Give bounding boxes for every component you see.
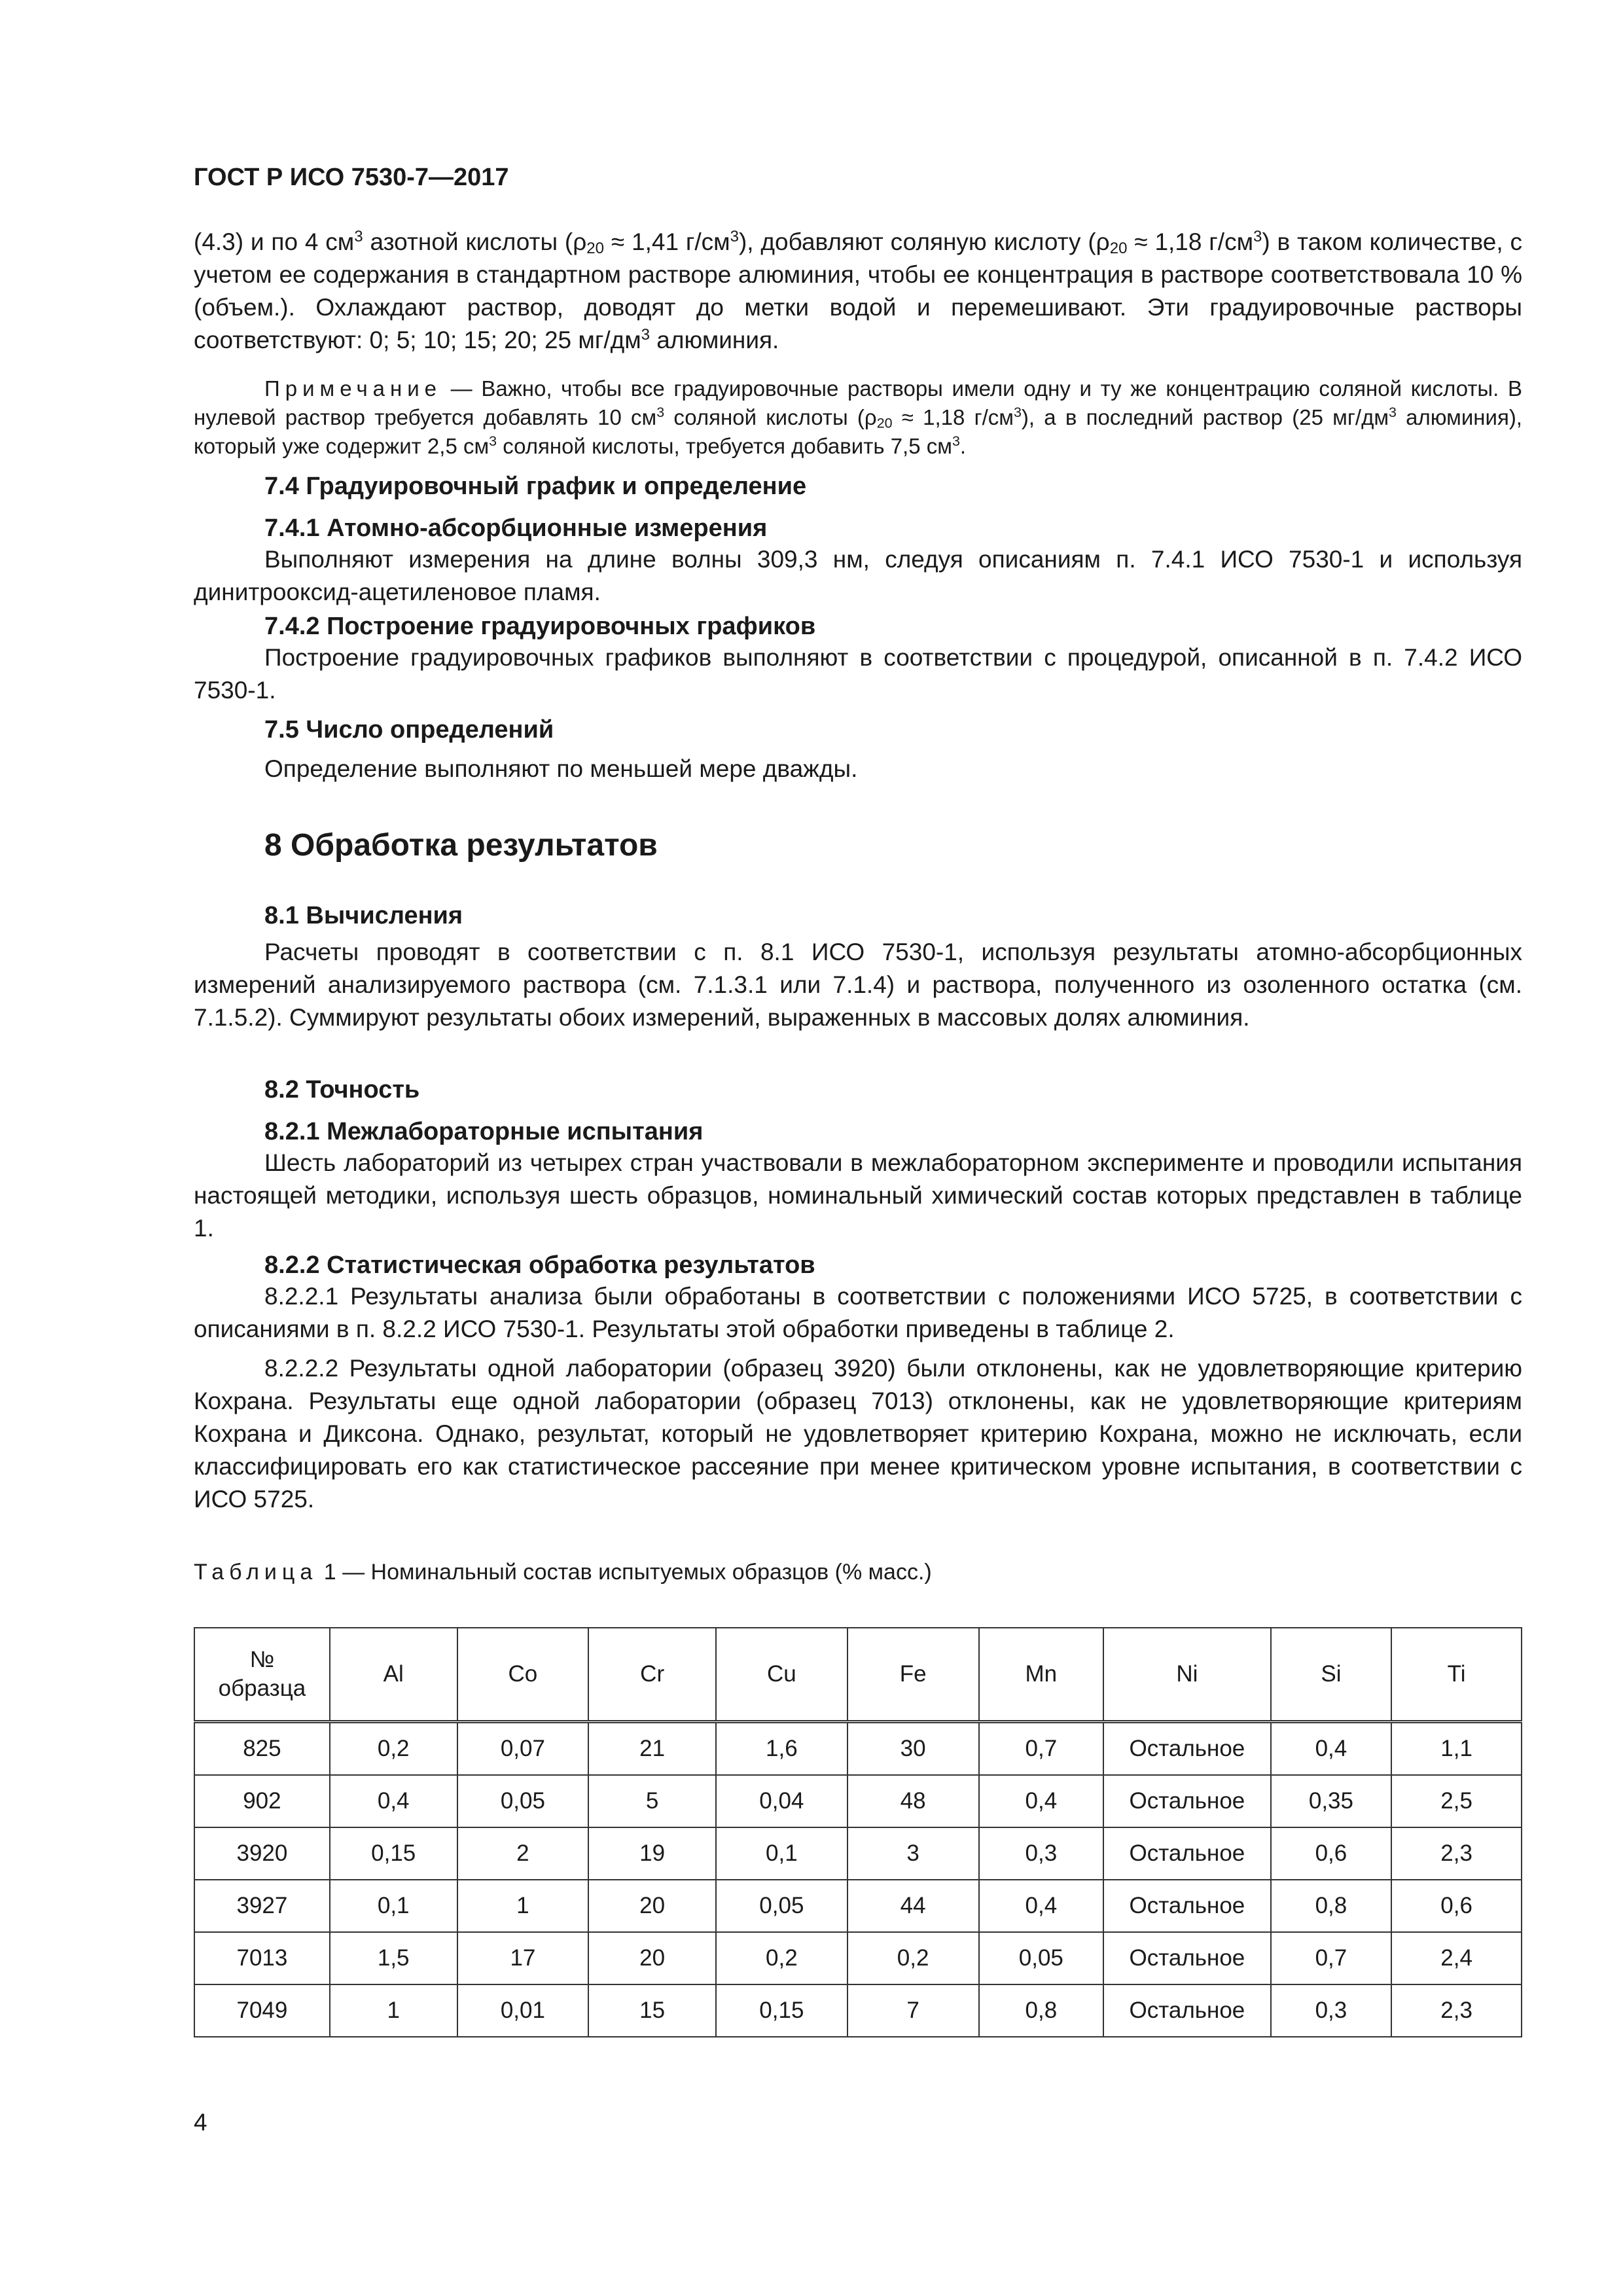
text-8-2-1: Шесть лабораторий из четырех стран участвовали в межлабораторном эксперименте и проводили испытания настоящей методики, используя шесть образцов, номинальный химический состав которых представлен в таблице 1. xyxy=(194,1149,1522,1242)
note-label: Примечание xyxy=(264,376,442,401)
table-cell: 44 xyxy=(847,1880,979,1932)
table-cell: 2 xyxy=(457,1827,589,1880)
table-row xyxy=(194,1880,1522,1932)
table-cell: 0,05 xyxy=(716,1880,847,1932)
note-paragraph: Примечание — Важно, чтобы все градуировочные растворы имели одну и ту же концентрацию соляной кислоты. В нулевой раствор требуется добавлять 10 $см^3$ соляной кислоты ($\rho_{20} \approx 1,18$ $г/см^3$), а в последний раствор (25 $мг/дм^3$ алюминия), который уже содержит 2,5 $см^3$ соляной кислоты, требуется добавить 7,5 $см^3$. xyxy=(194,376,1522,458)
text-8-2-2-2: 8.2.2.2 Результаты одной лаборатории (образец 3920) были отклонены, как не удовлетворяющие критерию Кохрана. Результаты еще одной лаборатории (образец 7013) отклонены, как не удовлетворяющие критериям Кохрана и Диксона. Однако, результат, который не удовлетворяет критерию Кохрана, можно не исключать, если классифицировать его как статистическое рассеяние при менее критическом уровне испытания, в соответствии с ИСО 5725. xyxy=(194,1355,1522,1513)
header-cr: Cr xyxy=(588,1628,716,1722)
table-cell: Остальное xyxy=(1103,1722,1271,1776)
table-cell: 0,05 xyxy=(457,1775,589,1827)
heading-7-4-1: 7.4.1 Атомно-абсорбционные измерения xyxy=(264,514,768,542)
header-ni: Ni xyxy=(1103,1628,1271,1722)
table-cell: 20 xyxy=(588,1880,716,1932)
table-cell: 0,7 xyxy=(1271,1932,1392,1984)
header-si: Si xyxy=(1271,1628,1392,1722)
heading-8-1: 8.1 Вычисления xyxy=(264,902,463,929)
table-cell: Остальное xyxy=(1103,1775,1271,1827)
table-cell: 21 xyxy=(588,1722,716,1776)
header-fe: Fe xyxy=(847,1628,979,1722)
table-cell: 0,4 xyxy=(979,1775,1104,1827)
table-cell: 0,4 xyxy=(330,1775,457,1827)
header-al: Al xyxy=(330,1628,457,1722)
table-cell: 7049 xyxy=(194,1984,330,2037)
table-cell: 0,4 xyxy=(1271,1722,1392,1776)
heading-7-4-2: 7.4.2 Построение градуировочных графиков xyxy=(264,613,816,640)
composition-table xyxy=(194,1627,1522,2037)
page-number: 4 xyxy=(194,2109,207,2136)
table-cell: 902 xyxy=(194,1775,330,1827)
table-cell: 3920 xyxy=(194,1827,330,1880)
text-8-1: Расчеты проводят в соответствии с п. 8.1 ИСО 7530-1, используя результаты атомно-абсорбционных измерений анализируемого раствора (см. 7.1.3.1 или 7.1.4) и раствора, полученного из озоленного остатка (см. 7.1.5.2). Суммируют результаты обоих измерений, выраженных в массовых долях алюминия. xyxy=(194,939,1522,1031)
table-cell: 0,6 xyxy=(1271,1827,1392,1880)
table-row xyxy=(194,1984,1522,2037)
table-cell: Остальное xyxy=(1103,1932,1271,1984)
table-cell: 2,5 xyxy=(1391,1775,1522,1827)
table-cell: 0,3 xyxy=(979,1827,1104,1880)
table-cell: 0,2 xyxy=(716,1932,847,1984)
header-sample-number: № образца xyxy=(194,1628,330,1722)
table-cell: 0,15 xyxy=(716,1984,847,2037)
table-cell: 0,2 xyxy=(330,1722,457,1776)
table-cell: 30 xyxy=(847,1722,979,1776)
table-cell: 1,6 xyxy=(716,1722,847,1776)
table-cell: 2,3 xyxy=(1391,1827,1522,1880)
table-cell: 825 xyxy=(194,1722,330,1776)
text-8-2-2-1: 8.2.2.1 Результаты анализа были обработаны в соответствии с положениями ИСО 5725, в соответствии с описаниями в п. 8.2.2 ИСО 7530-1. Результаты этой обработки приведены в таблице 2. xyxy=(194,1283,1522,1342)
header-mn: Mn xyxy=(979,1628,1104,1722)
table-cell: 0,04 xyxy=(716,1775,847,1827)
table-cell: 5 xyxy=(588,1775,716,1827)
table-cell: 7013 xyxy=(194,1932,330,1984)
heading-8: 8 Обработка результатов xyxy=(264,828,658,863)
table-cell: 0,07 xyxy=(457,1722,589,1776)
table-cell: 2,4 xyxy=(1391,1932,1522,1984)
table-caption-label: Таблица xyxy=(194,1560,318,1585)
table-cell: 1 xyxy=(330,1984,457,2037)
table-row xyxy=(194,1722,1522,1776)
table-cell: 1,1 xyxy=(1391,1722,1522,1776)
table-cell: 1 xyxy=(457,1880,589,1932)
table-row xyxy=(194,1775,1522,1827)
table-cell: 0,6 xyxy=(1391,1880,1522,1932)
table-cell: 0,15 xyxy=(330,1827,457,1880)
header-ti: Ti xyxy=(1391,1628,1522,1722)
table-cell: 0,2 xyxy=(847,1932,979,1984)
header-co: Co xyxy=(457,1628,589,1722)
table-cell: 3 xyxy=(847,1827,979,1880)
table-cell: 0,8 xyxy=(1271,1880,1392,1932)
text-7-5: Определение выполняют по меньшей мере дважды. xyxy=(264,755,858,782)
table-row xyxy=(194,1827,1522,1880)
text-7-4-2: Построение градуировочных графиков выполняют в соответствии с процедурой, описанной в п. 7.4.2 ИСО 7530-1. xyxy=(194,644,1522,704)
table-cell: 0,4 xyxy=(979,1880,1104,1932)
table-cell: 3927 xyxy=(194,1880,330,1932)
table-cell: 1,5 xyxy=(330,1932,457,1984)
table-row xyxy=(194,1932,1522,1984)
document-code-header: ГОСТ Р ИСО 7530-7—2017 xyxy=(194,164,509,191)
heading-7-4: 7.4 Градуировочный график и определение xyxy=(264,473,807,500)
table-cell: 0,1 xyxy=(330,1880,457,1932)
table-cell: 0,05 xyxy=(979,1932,1104,1984)
table-cell: Остальное xyxy=(1103,1984,1271,2037)
table-cell: 0,7 xyxy=(979,1722,1104,1776)
table-cell: 0,01 xyxy=(457,1984,589,2037)
table-cell: 48 xyxy=(847,1775,979,1827)
table-cell: 15 xyxy=(588,1984,716,2037)
table-header-row xyxy=(194,1628,1522,1722)
table-cell: 0,8 xyxy=(979,1984,1104,2037)
heading-7-5: 7.5 Число определений xyxy=(264,716,554,744)
intro-paragraph: (4.3) и по 4 $см^3$ азотной кислоты ($\rho_{20} \approx 1,41$ $г/см^3$), добавляют соляную кислоту ($\rho_{20} \approx 1,18$ $г/см^3$) в таком количестве, с учетом ее содержания в стандартном растворе алюминия, чтобы ее концентрация в растворе соответствовала 10 % (объем.). Охлаждают раствор, доводят до метки водой и перемешивают. Эти градуировочные растворы соответствуют: 0; 5; 10; 15; 20; 25 $мг/дм^3$ алюминия. xyxy=(194,227,1522,353)
table-cell: 0,1 xyxy=(716,1827,847,1880)
table-cell: 7 xyxy=(847,1984,979,2037)
heading-8-2: 8.2 Точность xyxy=(264,1076,420,1103)
table-cell: Остальное xyxy=(1103,1827,1271,1880)
table-cell: 0,3 xyxy=(1271,1984,1392,2037)
table-cell: 2,3 xyxy=(1391,1984,1522,2037)
header-cu: Cu xyxy=(716,1628,847,1722)
heading-8-2-2: 8.2.2 Статистическая обработка результатов xyxy=(264,1251,815,1279)
text-7-4-1: Выполняют измерения на длине волны 309,3 нм, следуя описаниям п. 7.4.1 ИСО 7530-1 и используя динитрооксид-ацетиленовое пламя. xyxy=(194,546,1522,605)
table-cell: Остальное xyxy=(1103,1880,1271,1932)
table-cell: 0,35 xyxy=(1271,1775,1392,1827)
table-cell: 19 xyxy=(588,1827,716,1880)
table-1-caption: Таблица 1 — Номинальный состав испытуемых образцов (% масс.) xyxy=(194,1560,932,1585)
table-cell: 20 xyxy=(588,1932,716,1984)
table-cell: 17 xyxy=(457,1932,589,1984)
heading-8-2-1: 8.2.1 Межлабораторные испытания xyxy=(264,1118,704,1145)
